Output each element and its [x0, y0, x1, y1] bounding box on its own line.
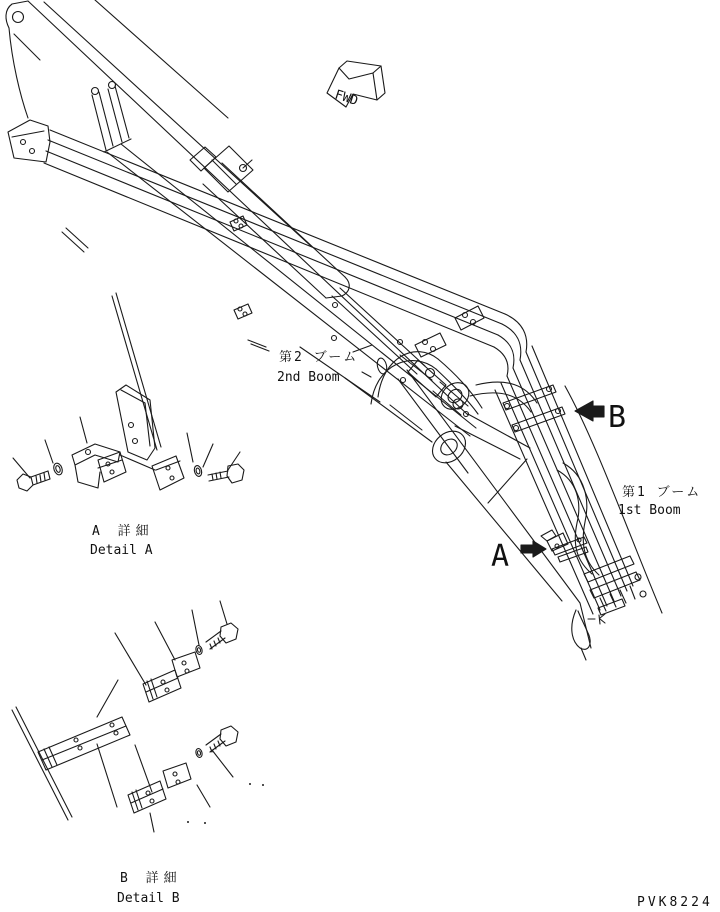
detail-a-caption-en: Detail A	[90, 543, 153, 558]
view-b-arrow-icon	[575, 401, 604, 421]
hydraulic-pipe-bundle	[470, 314, 646, 660]
second-boom-label-en: 2nd Boom	[277, 370, 340, 385]
detail-b-view	[12, 601, 264, 832]
view-b-label: B	[608, 400, 627, 435]
first-boom-label-en: 1st Boom	[618, 503, 681, 518]
view-a-arrow-icon	[521, 541, 546, 557]
view-a-label: A	[491, 539, 510, 574]
first-boom-label-jp: 第1 ブーム	[622, 485, 702, 500]
detail-a-view	[13, 293, 244, 491]
drawing-number: PVK8224	[637, 895, 713, 910]
detail-b-caption-jp: B 詳細	[120, 871, 182, 886]
fwd-label: FWD	[332, 87, 360, 110]
detail-b-caption-en: Detail B	[117, 891, 180, 906]
detail-a-caption-jp: A 詳細	[92, 524, 154, 539]
second-boom-label-jp: 第2 ブーム	[279, 350, 359, 365]
